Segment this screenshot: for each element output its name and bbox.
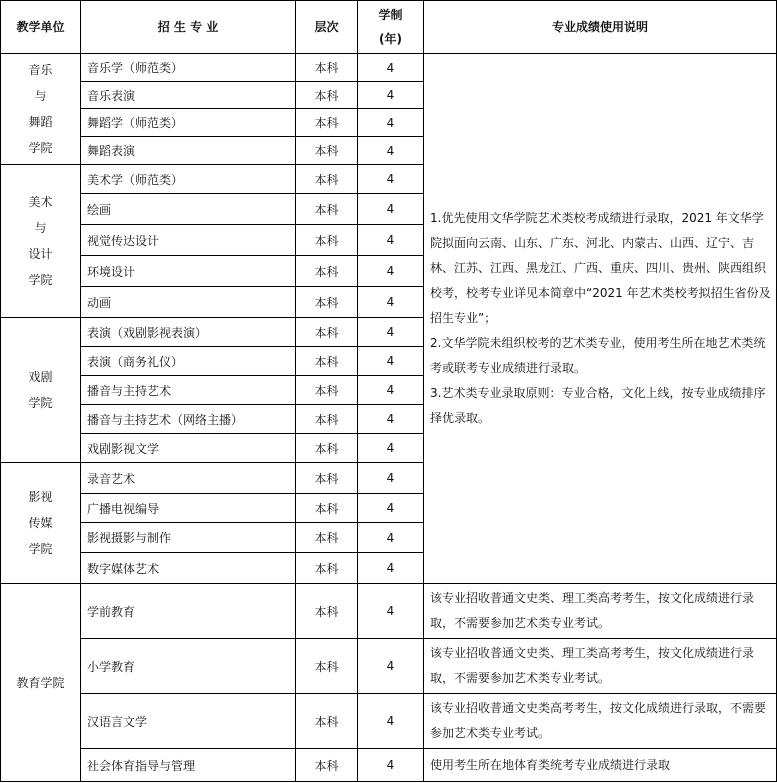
study-years: 4	[358, 749, 424, 782]
major-name: 动画	[81, 287, 296, 318]
education-score-note: 该专业招收普通文史类、理工类高考考生，按文化成绩进行录取，不需要参加艺术类专业考试。	[424, 639, 777, 694]
degree-level: 本科	[296, 749, 358, 782]
art-note-paragraph: 1.优先使用文华学院艺术类校考成绩进行录取，2021 年文华学院拟面向云南、山东、广东、河北、内蒙古、山西、辽宁、吉林、江苏、江西、黑龙江、广西、重庆、四川、贵州、陕西组织校考，校考专业详见本简章中“2021 年艺术类校考拟招生省份及招生专业”；	[430, 211, 771, 325]
major-name: 美术学（师范类）	[81, 165, 296, 194]
teaching-unit-cell	[1, 165, 81, 318]
study-years: 4	[358, 109, 424, 137]
degree-level: 本科	[296, 463, 358, 494]
study-years: 4	[358, 287, 424, 318]
major-name: 音乐学（师范类）	[81, 54, 296, 82]
table-body	[1, 54, 777, 782]
study-years: 4	[358, 225, 424, 256]
degree-level: 本科	[296, 376, 358, 405]
degree-level: 本科	[296, 137, 358, 165]
major-name: 表演（戏剧影视表演）	[81, 318, 296, 347]
teaching-unit-line: 与	[34, 89, 47, 103]
table-row	[1, 639, 777, 694]
degree-level: 本科	[296, 287, 358, 318]
degree-level: 本科	[296, 318, 358, 347]
study-years: 4	[358, 137, 424, 165]
study-years: 4	[358, 347, 424, 376]
teaching-unit-line: 戏剧	[28, 370, 53, 384]
teaching-unit-line: 学院	[28, 273, 53, 287]
major-name: 汉语言文学	[81, 694, 296, 749]
major-name: 绘画	[81, 194, 296, 225]
degree-level: 本科	[296, 694, 358, 749]
major-name: 小学教育	[81, 639, 296, 694]
study-years: 4	[358, 194, 424, 225]
study-years: 4	[358, 82, 424, 109]
art-score-note	[424, 54, 777, 584]
study-years: 4	[358, 434, 424, 463]
study-years: 4	[358, 318, 424, 347]
degree-level: 本科	[296, 225, 358, 256]
teaching-unit-line: 美术	[28, 195, 53, 209]
teaching-unit-line: 与	[34, 221, 47, 235]
art-note-paragraph: 2.文华学院未组织校考的艺术类专业，使用考生所在地艺术类统考或联考专业成绩进行录取。	[430, 336, 766, 375]
header-years-line2: (年)	[379, 32, 402, 46]
study-years: 4	[358, 54, 424, 82]
major-name: 广播电视编导	[81, 494, 296, 523]
degree-level: 本科	[296, 194, 358, 225]
degree-level: 本科	[296, 494, 358, 523]
teaching-unit-line: 学院	[28, 396, 53, 410]
teaching-unit-line: 学院	[28, 141, 53, 155]
education-score-note: 该专业招收普通文史类高考考生，按文化成绩进行录取，不需要参加艺术类专业考试。	[424, 694, 777, 749]
table-row	[1, 54, 777, 82]
header-level: 层次	[296, 1, 358, 54]
education-score-note: 使用考生所在地体育类统考专业成绩进行录取	[424, 749, 777, 782]
teaching-unit-line: 音乐	[28, 63, 53, 77]
major-name: 戏剧影视文学	[81, 434, 296, 463]
major-name: 学前教育	[81, 584, 296, 639]
major-name: 录音艺术	[81, 463, 296, 494]
major-name: 播音与主持艺术（网络主播）	[81, 405, 296, 434]
degree-level: 本科	[296, 553, 358, 584]
degree-level: 本科	[296, 434, 358, 463]
study-years: 4	[358, 584, 424, 639]
teaching-unit-line: 传媒	[28, 516, 53, 530]
study-years: 4	[358, 523, 424, 553]
study-years: 4	[358, 553, 424, 584]
major-name: 数字媒体艺术	[81, 553, 296, 584]
teaching-unit-line: 舞蹈	[28, 115, 53, 129]
degree-level: 本科	[296, 82, 358, 109]
major-name: 音乐表演	[81, 82, 296, 109]
major-name: 舞蹈学（师范类）	[81, 109, 296, 137]
study-years: 4	[358, 639, 424, 694]
header-years-line1: 学制	[378, 8, 403, 22]
study-years: 4	[358, 463, 424, 494]
teaching-unit-cell	[1, 318, 81, 463]
study-years: 4	[358, 165, 424, 194]
teaching-unit-line: 设计	[28, 247, 53, 261]
study-years: 4	[358, 256, 424, 287]
header-years	[358, 1, 424, 54]
major-name: 影视摄影与制作	[81, 523, 296, 553]
major-name: 舞蹈表演	[81, 137, 296, 165]
header-major: 招 生 专 业	[81, 1, 296, 54]
table-row	[1, 584, 777, 639]
degree-level: 本科	[296, 523, 358, 553]
degree-level: 本科	[296, 584, 358, 639]
teaching-unit-cell	[1, 54, 81, 165]
teaching-unit-cell	[1, 584, 81, 782]
study-years: 4	[358, 694, 424, 749]
table-header-row	[1, 1, 777, 54]
study-years: 4	[358, 405, 424, 434]
degree-level: 本科	[296, 165, 358, 194]
art-note-paragraph: 3.艺术类专业录取原则：专业合格，文化上线，按专业成绩排序择优录取。	[430, 386, 766, 425]
degree-level: 本科	[296, 639, 358, 694]
degree-level: 本科	[296, 256, 358, 287]
teaching-unit-cell	[1, 463, 81, 584]
degree-level: 本科	[296, 54, 358, 82]
major-name: 表演（商务礼仪）	[81, 347, 296, 376]
degree-level: 本科	[296, 405, 358, 434]
header-note: 专业成绩使用说明	[424, 1, 777, 54]
table-row	[1, 694, 777, 749]
teaching-unit-line: 教育学院	[16, 675, 65, 690]
major-name: 播音与主持艺术	[81, 376, 296, 405]
degree-level: 本科	[296, 347, 358, 376]
teaching-unit-line: 影视	[28, 490, 53, 504]
teaching-unit-line: 学院	[28, 542, 53, 556]
major-name: 社会体育指导与管理	[81, 749, 296, 782]
study-years: 4	[358, 376, 424, 405]
table-row	[1, 749, 777, 782]
education-score-note: 该专业招收普通文史类、理工类高考考生，按文化成绩进行录取，不需要参加艺术类专业考试。	[424, 584, 777, 639]
major-name: 视觉传达设计	[81, 225, 296, 256]
major-name: 环境设计	[81, 256, 296, 287]
header-unit: 教学单位	[1, 1, 81, 54]
degree-level: 本科	[296, 109, 358, 137]
study-years: 4	[358, 494, 424, 523]
